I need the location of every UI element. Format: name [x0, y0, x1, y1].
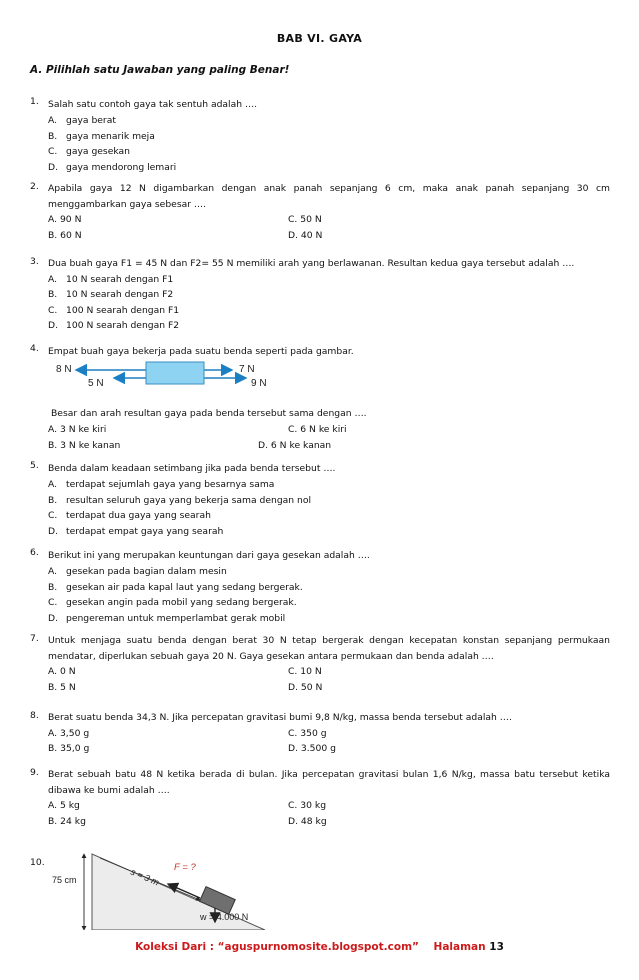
question-stem: Berikut ini yang merupakan keuntungan dari gaya gesekan adalah …. [48, 550, 370, 561]
question-stem: Besar dan arah resultan gaya pada benda tersebut sama dengan …. [51, 408, 367, 419]
question-stem: Empat buah gaya bekerja pada suatu benda seperti pada gambar. [48, 346, 354, 357]
footer-site-link[interactable]: “aguspurnomosite.blogspot.com” [217, 941, 419, 953]
option-letter: A. [48, 115, 58, 126]
option-letter: C. [48, 597, 58, 608]
question-stem: Untuk menjaga suatu benda dengan berat 30 N tetap bergerak dengan kecepatan konstan sepanjang permukaan mendatar, diperlukan sebuah gaya 20 N. Gaya gesekan antara permukaan dan benda adalah …. [48, 635, 610, 662]
page-number: 13 [489, 941, 504, 953]
option-letter: B. [48, 581, 58, 593]
option-d[interactable]: D. 50 N [288, 681, 323, 693]
option-letter: B. [48, 494, 58, 506]
option-list [48, 477, 610, 539]
question-9 [30, 767, 610, 829]
question-number: 8. [30, 710, 39, 721]
option-text: gesekan pada bagian dalam mesin [66, 566, 227, 577]
option-letter: C. [48, 510, 58, 521]
option-list [48, 422, 610, 453]
option[interactable] [48, 144, 610, 160]
option-a[interactable]: A. 90 N [48, 214, 82, 225]
footer-prefix: Koleksi Dari : [135, 941, 218, 953]
option[interactable] [48, 129, 610, 145]
option-a[interactable]: A. 0 N [48, 666, 76, 677]
distance-label: s = 3 m [129, 866, 161, 888]
force-label: 5 N [88, 378, 104, 389]
option-list [48, 113, 610, 175]
option-letter: D. [48, 612, 58, 624]
option[interactable] [48, 493, 610, 509]
option[interactable] [48, 272, 610, 288]
option-c[interactable]: C. 10 N [288, 666, 322, 677]
option[interactable] [48, 287, 610, 303]
question-stem: Berat sebuah batu 48 N ketika berada di bulan. Jika percepatan gravitasi bulan 1,6 N/kg, massa batu tersebut ketika dibawa ke bumi adalah …. [48, 769, 610, 796]
option-list [48, 664, 610, 695]
question-5 [30, 460, 610, 539]
option-c[interactable]: C. 350 g [288, 727, 327, 739]
option[interactable] [48, 524, 610, 540]
option-b[interactable]: B. 3 N ke kanan [48, 439, 121, 451]
force-label: 7 N [239, 364, 255, 375]
option-letter: D. [48, 320, 58, 331]
question-stem: Apabila gaya 12 N digambarkan dengan anak panah sepanjang 6 cm, maka anak panah sepanjang 30 cm menggambarkan gaya sebesar …. [48, 183, 610, 210]
option[interactable] [48, 611, 610, 627]
footer-page-label: Halaman [433, 941, 486, 953]
force-label: F = ? [174, 862, 196, 873]
option[interactable] [48, 303, 610, 319]
question-6 [30, 547, 610, 626]
option-text: terdapat dua gaya yang searah [66, 510, 211, 521]
option-c[interactable]: C. 6 N ke kiri [288, 424, 347, 435]
option-text: gaya gesekan [66, 146, 130, 157]
option-text: 10 N searah dengan F1 [66, 273, 174, 285]
force-label: 8 N [56, 364, 72, 375]
question-number: 7. [30, 633, 39, 644]
option-text: 10 N searah dengan F2 [66, 289, 174, 300]
option-text: 100 N searah dengan F1 [66, 304, 180, 316]
page-footer [0, 941, 639, 954]
question-3 [30, 256, 610, 334]
weight-label: w = 4.000 N [200, 912, 249, 922]
option[interactable] [48, 508, 610, 524]
option-letter: B. [48, 130, 58, 142]
question-1 [30, 96, 610, 175]
question-number: 3. [30, 256, 39, 267]
option-b[interactable]: B. 60 N [48, 229, 82, 241]
option-letter: C. [48, 304, 58, 316]
force-label: 9 N [251, 378, 267, 389]
option-c[interactable]: C. 50 N [288, 214, 322, 225]
option-text: terdapat empat gaya yang searah [66, 525, 224, 537]
question-stem: Berat suatu benda 34,3 N. Jika percepatan gravitasi bumi 9,8 N/kg, massa benda tersebut adalah …. [48, 712, 512, 723]
question-number: 6. [30, 547, 39, 558]
question-7 [30, 633, 610, 695]
option-text: gaya mendorong lemari [66, 161, 177, 173]
object-box [146, 362, 204, 384]
option-b[interactable]: B. 24 kg [48, 815, 86, 827]
option[interactable] [48, 318, 610, 334]
option-text: resultan seluruh gaya yang bekerja sama dengan nol [66, 494, 312, 506]
option-letter: D. [48, 161, 58, 173]
option-letter: C. [48, 146, 58, 157]
option[interactable] [48, 580, 610, 596]
option-d[interactable]: D. 3.500 g [288, 743, 336, 754]
question-number: 5. [30, 460, 39, 471]
option-text: pengereman untuk memperlambat gerak mobil [66, 612, 286, 624]
option-list [48, 212, 610, 243]
option-letter: D. [48, 525, 58, 537]
option-d[interactable]: D. 6 N ke kanan [258, 439, 332, 451]
option-a[interactable]: A. 3 N ke kiri [48, 424, 107, 435]
section-heading: A. Pilihlah satu Jawaban yang paling Benar! [30, 64, 290, 76]
question-number: 1. [30, 96, 39, 107]
incline-diagram [50, 848, 280, 930]
option-list [48, 726, 610, 757]
option[interactable] [48, 113, 610, 129]
option-letter: A. [48, 566, 58, 577]
question-stem: Dua buah gaya F1 = 45 N dan F2= 55 N memiliki arah yang berlawanan. Resultan kedua gaya tersebut adalah …. [48, 258, 575, 269]
question-4-continued [30, 405, 610, 453]
option-a[interactable]: A. 3,50 g [48, 727, 90, 739]
option-text: gesekan angin pada mobil yang sedang bergerak. [66, 597, 297, 608]
option-text: gesekan air pada kapal laut yang sedang bergerak. [66, 581, 303, 593]
forces-diagram [56, 358, 276, 390]
option-b[interactable]: B. 35,0 g [48, 743, 90, 754]
option-text: gaya berat [66, 115, 116, 126]
question-8 [30, 710, 610, 757]
option[interactable] [48, 477, 610, 493]
question-number: 4. [30, 343, 39, 354]
option[interactable] [48, 595, 610, 611]
option-list [48, 798, 610, 829]
option-text: terdapat sejumlah gaya yang besarnya sama [66, 479, 275, 490]
option-a[interactable]: A. 5 kg [48, 800, 80, 811]
option-text: 100 N searah dengan F2 [66, 320, 180, 331]
option-d[interactable]: D. 48 kg [288, 815, 327, 827]
option-list [48, 272, 610, 334]
option[interactable] [48, 160, 610, 176]
option[interactable] [48, 564, 610, 580]
option-letter: B. [48, 289, 58, 300]
option-letter: A. [48, 479, 58, 490]
option-d[interactable]: D. 40 N [288, 229, 323, 241]
question-number: 9. [30, 767, 39, 778]
question-number: 10. [30, 857, 45, 868]
question-number: 2. [30, 181, 39, 192]
option-c[interactable]: C. 30 kg [288, 800, 327, 811]
height-label: 75 cm [52, 875, 77, 885]
option-letter: A. [48, 273, 58, 285]
question-stem: Salah satu contoh gaya tak sentuh adalah …. [48, 99, 258, 110]
option-list [48, 564, 610, 626]
option-text: gaya menarik meja [66, 130, 155, 142]
page-title: BAB VI. GAYA [276, 32, 363, 45]
option-b[interactable]: B. 5 N [48, 681, 76, 693]
question-2 [30, 181, 610, 243]
question-stem: Benda dalam keadaan setimbang jika pada benda tersebut …. [48, 463, 336, 474]
